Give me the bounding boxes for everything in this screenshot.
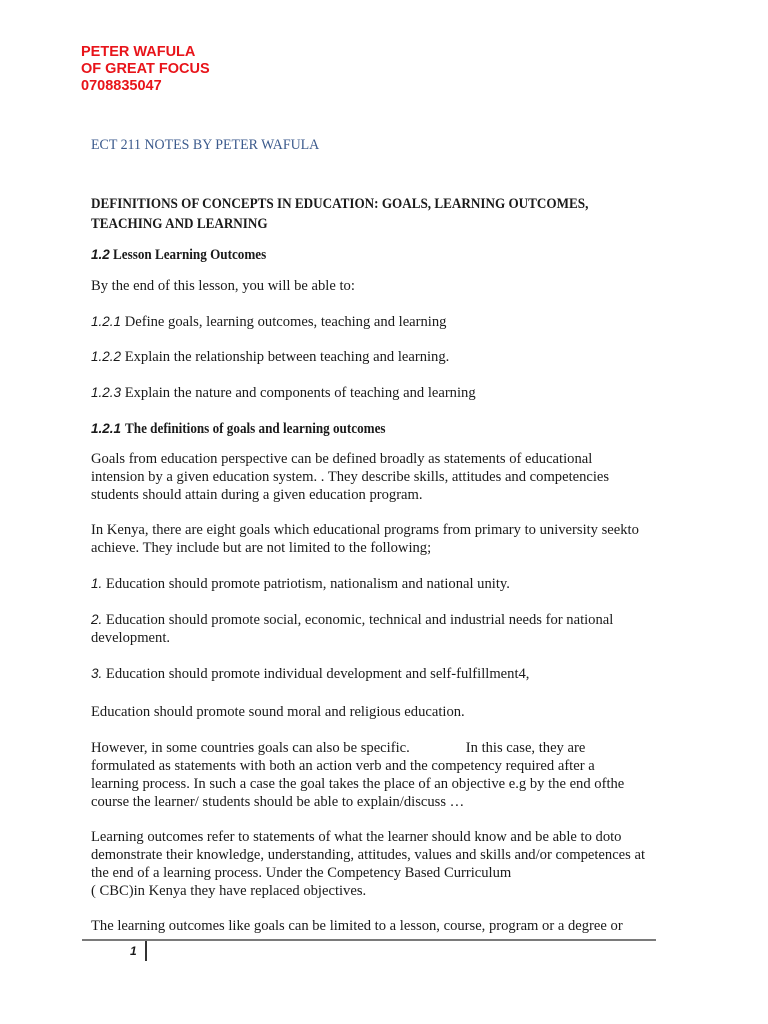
page-number-bar (145, 941, 147, 961)
paragraph-line: ( CBC)in Kenya they have replaced objectives. (91, 883, 367, 899)
goal-item: Education should promote sound moral and religious education. (91, 704, 465, 720)
paragraph-segment: In this case, they are (465, 740, 586, 756)
main-heading-line1: DEFINITIONS OF CONCEPTS IN EDUCATION: GOALS, LEARNING OUTCOMES, (91, 196, 589, 212)
paragraph-line: students should attain during a given education program. (91, 487, 423, 503)
section-number: 1.2.1 (91, 421, 122, 436)
author-phone: 0708835047 (81, 78, 162, 94)
outcome-number: 1.2.3 (91, 385, 122, 400)
section-number: 1.2 (91, 247, 110, 262)
outcome-item (91, 384, 476, 402)
outcome-item (91, 348, 449, 366)
main-heading-line2: TEACHING AND LEARNING (91, 216, 268, 232)
author-header (81, 44, 210, 95)
section-heading-1-2 (91, 246, 284, 264)
paragraph-line (91, 739, 585, 757)
goal-text: Education should promote patriotism, nationalism and national unity. (105, 576, 510, 592)
paragraph-line: intension by a given education system. . They describe skills, attitudes and competencies (91, 469, 610, 485)
intro-text: By the end of this lesson, you will be able to: (91, 278, 355, 294)
goal-number: 2. (91, 612, 103, 627)
document-title: ECT 211 NOTES BY PETER WAFULA (91, 137, 320, 153)
outcome-number: 1.2.2 (91, 349, 122, 364)
section-title: The definitions of goals and learning outcomes (124, 421, 386, 437)
paragraph-segment: However, in some countries goals can also be specific. (91, 740, 410, 756)
outcome-number: 1.2.1 (91, 314, 122, 329)
paragraph-line: In Kenya, there are eight goals which educational programs from primary to university seekto (91, 522, 639, 538)
paragraph-line: Learning outcomes refer to statements of what the learner should know and be able to doto (91, 829, 622, 845)
goal-text: Education should promote individual development and self-fulfillment4, (105, 666, 530, 682)
page-number: 1 (130, 944, 137, 958)
goal-number: 3. (91, 666, 103, 681)
outcome-text: Explain the nature and components of teaching and learning (124, 385, 476, 401)
goal-item (91, 665, 529, 683)
paragraph-line: learning process. In such a case the goal takes the place of an objective e.g by the end ofthe (91, 776, 625, 792)
goal-number: 1. (91, 576, 103, 591)
section-heading-1-2-1 (91, 420, 414, 438)
paragraph-line: formulated as statements with both an action verb and the competency required after a (91, 758, 595, 774)
section-title: Lesson Learning Outcomes (113, 247, 267, 263)
goal-item (91, 575, 510, 593)
paragraph-line: course the learner/ students should be able to explain/discuss … (91, 794, 465, 810)
paragraph-line: Goals from education perspective can be defined broadly as statements of educational (91, 451, 593, 467)
goal-text-continued: development. (91, 630, 171, 646)
outcome-item (91, 313, 446, 331)
paragraph-line: The learning outcomes like goals can be limited to a lesson, course, program or a degree or (91, 918, 623, 934)
outcome-text: Explain the relationship between teaching and learning. (124, 349, 450, 365)
footer-divider (82, 939, 656, 941)
goal-item (91, 611, 613, 629)
goal-text: Education should promote social, economic, technical and industrial needs for national (105, 612, 614, 628)
paragraph-line: demonstrate their knowledge, understanding, attitudes, values and skills and/or competences at (91, 847, 646, 863)
outcome-text: Define goals, learning outcomes, teaching and learning (124, 314, 447, 330)
author-org: OF GREAT FOCUS (81, 61, 210, 77)
paragraph-line: the end of a learning process. Under the Competency Based Curriculum (91, 865, 512, 881)
paragraph-line: achieve. They include but are not limited to the following; (91, 540, 432, 556)
author-name: PETER WAFULA (81, 44, 196, 60)
